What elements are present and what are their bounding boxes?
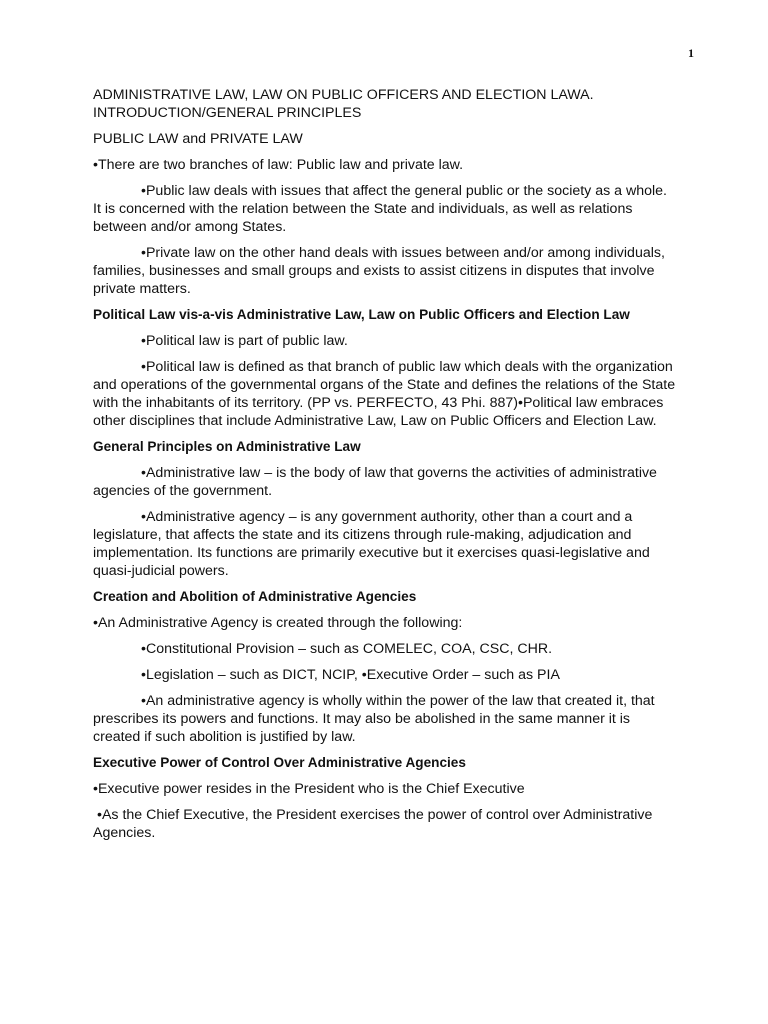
section-heading-public-private-law: PUBLIC LAW and PRIVATE LAW (93, 131, 303, 147)
section-heading-political-law: Political Law vis-a-vis Administrative Law, Law on Public Officers and Election Law (93, 307, 630, 322)
paragraph: •Administrative agency – is any government authority, other than a court and a legislature, that affects the state and its citizens through rule-making, adjudication and implementation. Its functions are primarily executive but it exercises quasi-legislative and quasi-judicial powers. (93, 509, 650, 579)
paragraph: •Political law is defined as that branch of public law which deals with the organization and operations of the governmental organs of the State and defines the relations of the State with the inhabitants of its territory. (PP vs. PERFECTO, 43 Phi. 887)•Political law embraces other disciplines that include Administrative Law, Law on Public Officers and Election Law. (93, 359, 676, 429)
paragraph: •An Administrative Agency is created through the following: (93, 615, 463, 631)
paragraph: •Constitutional Provision – such as COMELEC, COA, CSC, CHR. (141, 641, 553, 657)
paragraph: •An administrative agency is wholly within the power of the law that created it, that prescribes its powers and functions. It may also be abolished in the same manner it is created if such abolition is justified by law. (93, 693, 655, 745)
paragraph: •Public law deals with issues that affect the general public or the society as a whole. It is concerned with the relation between the State and individuals, as well as relations between and/or among States. (93, 183, 667, 235)
paragraph: •As the Chief Executive, the President exercises the power of control over Administrative Agencies. (93, 807, 653, 841)
section-heading-general-principles: General Principles on Administrative Law (93, 439, 361, 454)
paragraph: •Political law is part of public law. (141, 333, 348, 349)
paragraph: •Administrative law – is the body of law that governs the activities of administrative agencies of the government. (93, 465, 657, 499)
paragraph: •Executive power resides in the President who is the Chief Executive (93, 781, 525, 797)
paragraph: •Legislation – such as DICT, NCIP, •Executive Order – such as PIA (141, 667, 560, 683)
section-heading-creation-abolition: Creation and Abolition of Administrative Agencies (93, 589, 417, 604)
paragraph: •There are two branches of law: Public law and private law. (93, 157, 464, 173)
document-title: ADMINISTRATIVE LAW, LAW ON PUBLIC OFFICERS AND ELECTION LAWA. INTRODUCTION/GENERAL PRINCIPLES (93, 87, 594, 121)
paragraph: •Private law on the other hand deals with issues between and/or among individuals, families, businesses and small groups and exists to assist citizens in disputes that involve private matters. (93, 245, 665, 297)
page-number: 1 (688, 46, 694, 60)
section-heading-executive-power: Executive Power of Control Over Administrative Agencies (93, 755, 466, 770)
document-body (93, 86, 678, 850)
